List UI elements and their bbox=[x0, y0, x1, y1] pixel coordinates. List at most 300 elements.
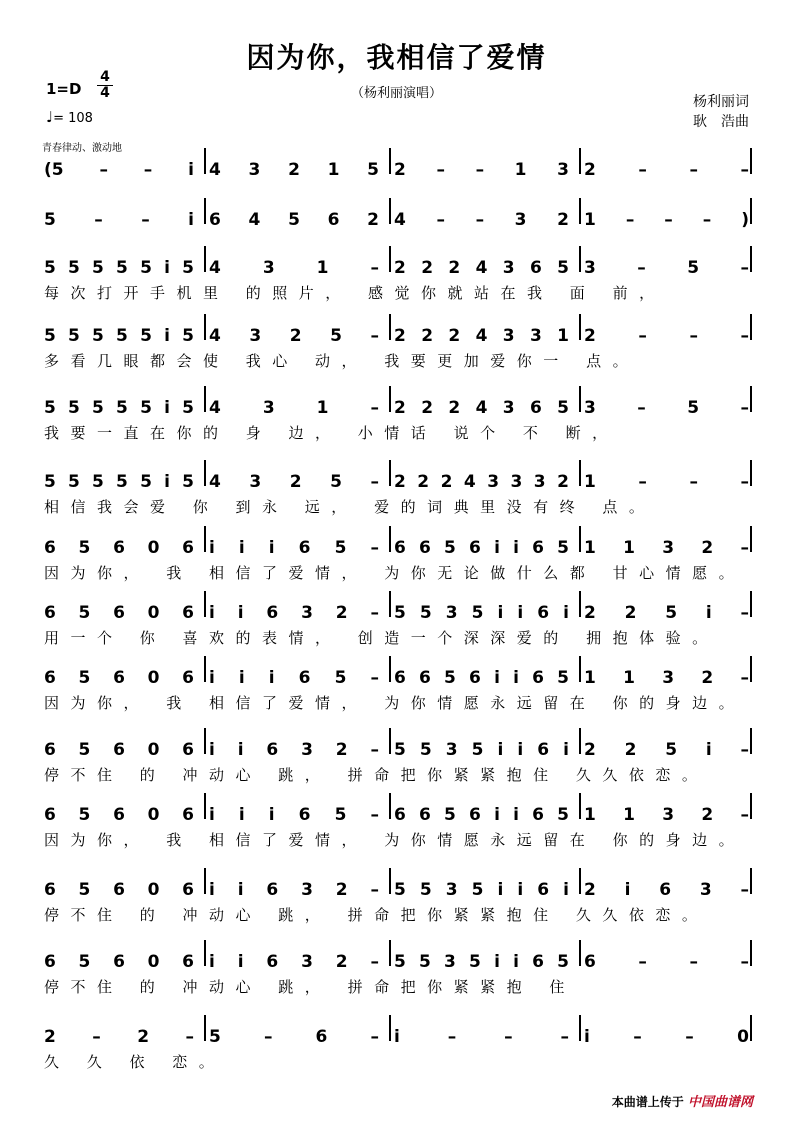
note: – bbox=[370, 880, 379, 900]
note: i bbox=[268, 538, 275, 558]
notation-line bbox=[44, 805, 756, 827]
lyric-line: 我要一直在你的 身 边， 小情话 说个 不 断， bbox=[44, 424, 619, 442]
note: 1 bbox=[584, 805, 596, 825]
note: 2 bbox=[448, 398, 461, 418]
note: – bbox=[370, 668, 379, 688]
note: – bbox=[436, 160, 445, 180]
note: 2 bbox=[335, 740, 348, 760]
measure bbox=[584, 880, 749, 900]
note: 2 bbox=[44, 1027, 56, 1047]
note: i bbox=[209, 538, 215, 558]
note: 2 bbox=[417, 472, 430, 492]
note: 5 bbox=[78, 805, 91, 825]
measure bbox=[209, 160, 379, 180]
note: 5 bbox=[78, 952, 91, 972]
note: 6 bbox=[537, 603, 550, 623]
note: 6 bbox=[113, 603, 125, 623]
bar-line bbox=[750, 460, 752, 486]
note: 5 bbox=[419, 603, 432, 623]
note: 5 bbox=[116, 398, 128, 418]
note: 2 bbox=[394, 160, 406, 180]
note: 6 bbox=[266, 952, 279, 972]
note: – bbox=[638, 326, 647, 346]
note: 6 bbox=[419, 805, 431, 825]
note: 6 bbox=[44, 603, 56, 623]
note: 2 bbox=[584, 880, 596, 900]
note: 5 bbox=[394, 740, 406, 760]
note: i bbox=[497, 880, 504, 900]
note: 3 bbox=[584, 398, 596, 418]
note: i bbox=[705, 603, 712, 623]
note: 5 bbox=[557, 952, 569, 972]
measure bbox=[44, 805, 194, 825]
note: 6 bbox=[182, 880, 194, 900]
note: i bbox=[238, 538, 245, 558]
note: 3 bbox=[301, 603, 313, 623]
measure bbox=[584, 1027, 749, 1047]
note: 6 bbox=[469, 538, 481, 558]
measure bbox=[394, 210, 569, 230]
note: 1 bbox=[623, 538, 635, 558]
bar-line bbox=[750, 386, 752, 412]
measure bbox=[584, 160, 749, 180]
note: – bbox=[94, 210, 103, 230]
note: 6 bbox=[182, 740, 194, 760]
measure bbox=[209, 805, 379, 825]
note: 5 bbox=[68, 326, 80, 346]
note: 6 bbox=[419, 538, 431, 558]
note: 1 bbox=[584, 472, 596, 492]
note: i bbox=[494, 668, 500, 688]
note: 5 bbox=[68, 258, 80, 278]
lyric-line: 久 久 依 恋。 bbox=[44, 1053, 226, 1071]
note: 6 bbox=[532, 952, 544, 972]
note: – bbox=[689, 326, 698, 346]
note: 6 bbox=[182, 668, 194, 688]
note: 5 bbox=[182, 258, 194, 278]
note: 1 bbox=[623, 805, 635, 825]
note: 3 bbox=[248, 160, 261, 180]
note: – bbox=[370, 472, 379, 492]
note: – bbox=[370, 1027, 379, 1047]
note: 3 bbox=[249, 326, 262, 346]
note: – bbox=[740, 160, 749, 180]
tempo-mark bbox=[46, 108, 93, 126]
measure bbox=[394, 160, 569, 180]
bar-line bbox=[389, 656, 391, 682]
note: 2 bbox=[137, 1027, 150, 1047]
note: 6 bbox=[315, 1027, 328, 1047]
note: i bbox=[517, 603, 524, 623]
note: 6 bbox=[532, 805, 544, 825]
note: i bbox=[164, 398, 170, 418]
time-signature bbox=[97, 70, 113, 101]
measure bbox=[394, 472, 569, 492]
note: 6 bbox=[419, 668, 431, 688]
bar-line bbox=[750, 314, 752, 340]
note: 2 bbox=[335, 952, 348, 972]
bar-line bbox=[389, 314, 391, 340]
bar-line bbox=[579, 591, 581, 617]
note: 5 bbox=[444, 805, 456, 825]
note: – bbox=[740, 805, 749, 825]
note: 1 bbox=[584, 210, 596, 230]
note: 5 bbox=[140, 326, 152, 346]
note: 5 bbox=[44, 398, 56, 418]
score-row bbox=[44, 326, 756, 370]
note: 5 bbox=[367, 160, 379, 180]
note: i bbox=[188, 160, 194, 180]
note: – bbox=[370, 952, 379, 972]
note: – bbox=[740, 326, 749, 346]
measure bbox=[209, 880, 379, 900]
note: – bbox=[740, 880, 749, 900]
note: 5 bbox=[182, 326, 194, 346]
measure bbox=[44, 740, 194, 760]
note: 6 bbox=[266, 740, 279, 760]
note: 6 bbox=[469, 805, 481, 825]
note: 6 bbox=[44, 668, 56, 688]
note: 2 bbox=[440, 472, 453, 492]
note: 2 bbox=[335, 880, 348, 900]
credits bbox=[693, 92, 749, 132]
notation-line bbox=[44, 326, 756, 348]
note: 5 bbox=[419, 740, 432, 760]
note: – bbox=[740, 668, 749, 688]
bar-line bbox=[204, 940, 206, 966]
notation-line bbox=[44, 668, 756, 690]
note: 0 bbox=[147, 538, 160, 558]
note: – bbox=[685, 1027, 694, 1047]
measure bbox=[209, 952, 379, 972]
bar-line bbox=[389, 148, 391, 174]
note: 6 bbox=[537, 740, 550, 760]
score-row bbox=[44, 668, 756, 712]
note: 6 bbox=[209, 210, 221, 230]
notation-line bbox=[44, 740, 756, 762]
quarter-note-icon: ♩ bbox=[46, 108, 54, 126]
measure bbox=[394, 1027, 569, 1047]
measure bbox=[44, 880, 194, 900]
note: 2 bbox=[394, 258, 406, 278]
measure bbox=[44, 210, 194, 230]
score-row bbox=[44, 805, 756, 849]
notation-line bbox=[44, 160, 756, 182]
note: 5 bbox=[557, 398, 569, 418]
note: 5 bbox=[687, 398, 700, 418]
bar-line bbox=[750, 148, 752, 174]
note: 4 bbox=[209, 326, 221, 346]
note: – bbox=[370, 805, 379, 825]
note: – bbox=[475, 160, 485, 180]
note: 6 bbox=[529, 258, 542, 278]
note: 6 bbox=[266, 603, 279, 623]
bar-line bbox=[389, 198, 391, 224]
note: 2 bbox=[421, 398, 434, 418]
note: 5 bbox=[92, 258, 104, 278]
measure bbox=[209, 258, 379, 278]
bar-line bbox=[204, 591, 206, 617]
score-row bbox=[44, 603, 756, 647]
note: i bbox=[563, 880, 569, 900]
bar-line bbox=[579, 656, 581, 682]
note: 5 bbox=[116, 258, 128, 278]
note: 4 bbox=[209, 398, 221, 418]
measure bbox=[584, 740, 749, 760]
note: 5 bbox=[92, 326, 104, 346]
note: 5 bbox=[557, 258, 569, 278]
note: 2 bbox=[584, 326, 596, 346]
bar-line bbox=[204, 460, 206, 486]
notation-line bbox=[44, 258, 756, 280]
note: 4 bbox=[209, 472, 221, 492]
note: 3 bbox=[502, 398, 515, 418]
note: 5 bbox=[557, 668, 569, 688]
note: 6 bbox=[182, 603, 194, 623]
note: – bbox=[740, 472, 749, 492]
bar-line bbox=[204, 148, 206, 174]
measure bbox=[44, 326, 194, 346]
note: 5 bbox=[209, 1027, 221, 1047]
note: – bbox=[740, 603, 749, 623]
note: – bbox=[370, 326, 379, 346]
note: i bbox=[164, 472, 170, 492]
lyric-line: 因为你， 我 相信了爱情， 为你无论做什么都 甘心情愿。 bbox=[44, 564, 746, 582]
note: 6 bbox=[113, 805, 125, 825]
measure bbox=[44, 603, 194, 623]
note: i bbox=[268, 805, 275, 825]
note: i bbox=[209, 880, 215, 900]
note: 3 bbox=[301, 952, 313, 972]
note: 5 bbox=[330, 326, 342, 346]
note: 5 bbox=[419, 952, 431, 972]
note: 6 bbox=[298, 805, 311, 825]
footer-text: 本曲谱上传于 bbox=[611, 1095, 684, 1109]
measure bbox=[44, 1027, 194, 1047]
note: 3 bbox=[502, 326, 515, 346]
note: 6 bbox=[266, 880, 279, 900]
bar-line bbox=[750, 591, 752, 617]
note: 5 bbox=[394, 603, 406, 623]
note: 5 bbox=[78, 603, 91, 623]
bar-line bbox=[750, 526, 752, 552]
score-row bbox=[44, 160, 756, 204]
measure bbox=[584, 538, 749, 558]
note: 6 bbox=[394, 805, 406, 825]
note: i bbox=[563, 603, 569, 623]
measure bbox=[584, 805, 749, 825]
measure bbox=[44, 668, 194, 688]
note: 0 bbox=[147, 668, 160, 688]
note: – bbox=[185, 1027, 194, 1047]
note: i bbox=[188, 210, 194, 230]
measure bbox=[394, 805, 569, 825]
tempo-value: = 108 bbox=[53, 111, 93, 126]
note: 2 bbox=[289, 326, 302, 346]
note: 0 bbox=[147, 880, 160, 900]
note: 4 bbox=[475, 398, 488, 418]
note: 5 bbox=[78, 538, 91, 558]
note: 5 bbox=[182, 398, 194, 418]
note: 3 bbox=[249, 472, 262, 492]
measure bbox=[584, 952, 749, 972]
note: 3 bbox=[662, 805, 675, 825]
bar-line bbox=[204, 198, 206, 224]
note: i bbox=[497, 740, 504, 760]
note: 0 bbox=[147, 952, 160, 972]
note: 6 bbox=[44, 805, 56, 825]
note: 2 bbox=[394, 398, 406, 418]
performer-note: （杨利丽演唱） bbox=[350, 86, 442, 101]
measure bbox=[209, 538, 379, 558]
note: – bbox=[633, 1027, 642, 1047]
note: 3 bbox=[444, 952, 456, 972]
note: – bbox=[370, 740, 379, 760]
note: 5 bbox=[288, 210, 300, 230]
note: 5 bbox=[330, 472, 342, 492]
note: – bbox=[625, 210, 635, 230]
note: 5 bbox=[140, 398, 152, 418]
score-row bbox=[44, 740, 756, 784]
note: 5 bbox=[471, 740, 484, 760]
score-row bbox=[44, 952, 756, 996]
note: – bbox=[740, 258, 749, 278]
note: 5 bbox=[44, 258, 56, 278]
note: 1 bbox=[557, 326, 569, 346]
note: i bbox=[209, 603, 215, 623]
note: 4 bbox=[248, 210, 261, 230]
measure bbox=[394, 952, 569, 972]
note: ) bbox=[741, 210, 749, 230]
bar-line bbox=[389, 386, 391, 412]
note: – bbox=[370, 603, 379, 623]
note: 3 bbox=[487, 472, 500, 492]
measure bbox=[584, 258, 749, 278]
measure bbox=[394, 668, 569, 688]
bar-line bbox=[389, 940, 391, 966]
bar-line bbox=[750, 940, 752, 966]
note: 5 bbox=[444, 668, 456, 688]
measure bbox=[209, 210, 379, 230]
note: – bbox=[702, 210, 712, 230]
note: 5 bbox=[471, 603, 484, 623]
note: 5 bbox=[92, 398, 104, 418]
note: 1 bbox=[327, 160, 340, 180]
note: i bbox=[494, 538, 500, 558]
note: i bbox=[238, 668, 245, 688]
note: 1 bbox=[316, 258, 329, 278]
note: 2 bbox=[624, 740, 637, 760]
score-row bbox=[44, 538, 756, 582]
note: 2 bbox=[394, 326, 406, 346]
note: i bbox=[513, 668, 519, 688]
note: 5 bbox=[68, 472, 80, 492]
time-bottom: 4 bbox=[100, 85, 110, 101]
bar-line bbox=[579, 460, 581, 486]
note: – bbox=[638, 472, 647, 492]
notation-line bbox=[44, 398, 756, 420]
note: 3 bbox=[662, 668, 675, 688]
composer: 耿 浩曲 bbox=[693, 114, 749, 130]
note: 5 bbox=[557, 538, 569, 558]
measure bbox=[584, 210, 749, 230]
note: 6 bbox=[113, 952, 125, 972]
note: 6 bbox=[532, 668, 544, 688]
note: 0 bbox=[737, 1027, 749, 1047]
lyric-line: 停不住 的 冲动心 跳， 拼命把你紧紧抱住 久久依恋。 bbox=[44, 766, 709, 784]
note: 5 bbox=[182, 472, 194, 492]
note: – bbox=[740, 740, 749, 760]
measure bbox=[209, 668, 379, 688]
note: 5 bbox=[469, 952, 481, 972]
note: – bbox=[637, 398, 646, 418]
note: i bbox=[513, 538, 519, 558]
measure bbox=[584, 603, 749, 623]
score-row bbox=[44, 210, 756, 254]
note: 3 bbox=[557, 160, 569, 180]
measure bbox=[394, 880, 569, 900]
time-top: 4 bbox=[100, 69, 110, 85]
note: 5 bbox=[334, 805, 347, 825]
measure bbox=[209, 472, 379, 492]
note: 6 bbox=[113, 740, 125, 760]
note: 6 bbox=[659, 880, 672, 900]
measure bbox=[394, 398, 569, 418]
note: 2 bbox=[448, 258, 461, 278]
bar-line bbox=[204, 1015, 206, 1041]
note: 6 bbox=[532, 538, 544, 558]
note: 1 bbox=[584, 538, 596, 558]
note: 2 bbox=[701, 538, 714, 558]
song-title: 因为你，我相信了爱情 bbox=[246, 41, 547, 74]
bar-line bbox=[579, 868, 581, 894]
note: 6 bbox=[44, 740, 56, 760]
note: – bbox=[141, 210, 150, 230]
bar-line bbox=[389, 728, 391, 754]
note: 5 bbox=[78, 740, 91, 760]
note: i bbox=[238, 805, 245, 825]
note: 5 bbox=[44, 210, 56, 230]
note: – bbox=[370, 538, 379, 558]
note: i bbox=[517, 740, 524, 760]
note: 5 bbox=[68, 398, 80, 418]
note: 6 bbox=[327, 210, 340, 230]
measure bbox=[44, 398, 194, 418]
lyric-line: 每次打开手机里 的照片， 感觉你就站在我 面 前， bbox=[44, 284, 666, 302]
note: 5 bbox=[444, 538, 456, 558]
note: 6 bbox=[394, 668, 406, 688]
lyric-line bbox=[44, 234, 756, 254]
bar-line bbox=[579, 246, 581, 272]
note: 2 bbox=[394, 472, 406, 492]
note: 6 bbox=[182, 538, 194, 558]
score-row bbox=[44, 880, 756, 924]
note: – bbox=[664, 210, 673, 230]
notation-line bbox=[44, 210, 756, 232]
note: 2 bbox=[701, 805, 714, 825]
measure bbox=[209, 603, 379, 623]
note: – bbox=[263, 1027, 273, 1047]
measure bbox=[209, 326, 379, 346]
note: i bbox=[563, 740, 569, 760]
note: 6 bbox=[537, 880, 550, 900]
note: – bbox=[638, 952, 647, 972]
note: 6 bbox=[44, 952, 56, 972]
measure bbox=[44, 258, 194, 278]
measure bbox=[394, 740, 569, 760]
note: 3 bbox=[529, 326, 542, 346]
note: 2 bbox=[367, 210, 379, 230]
